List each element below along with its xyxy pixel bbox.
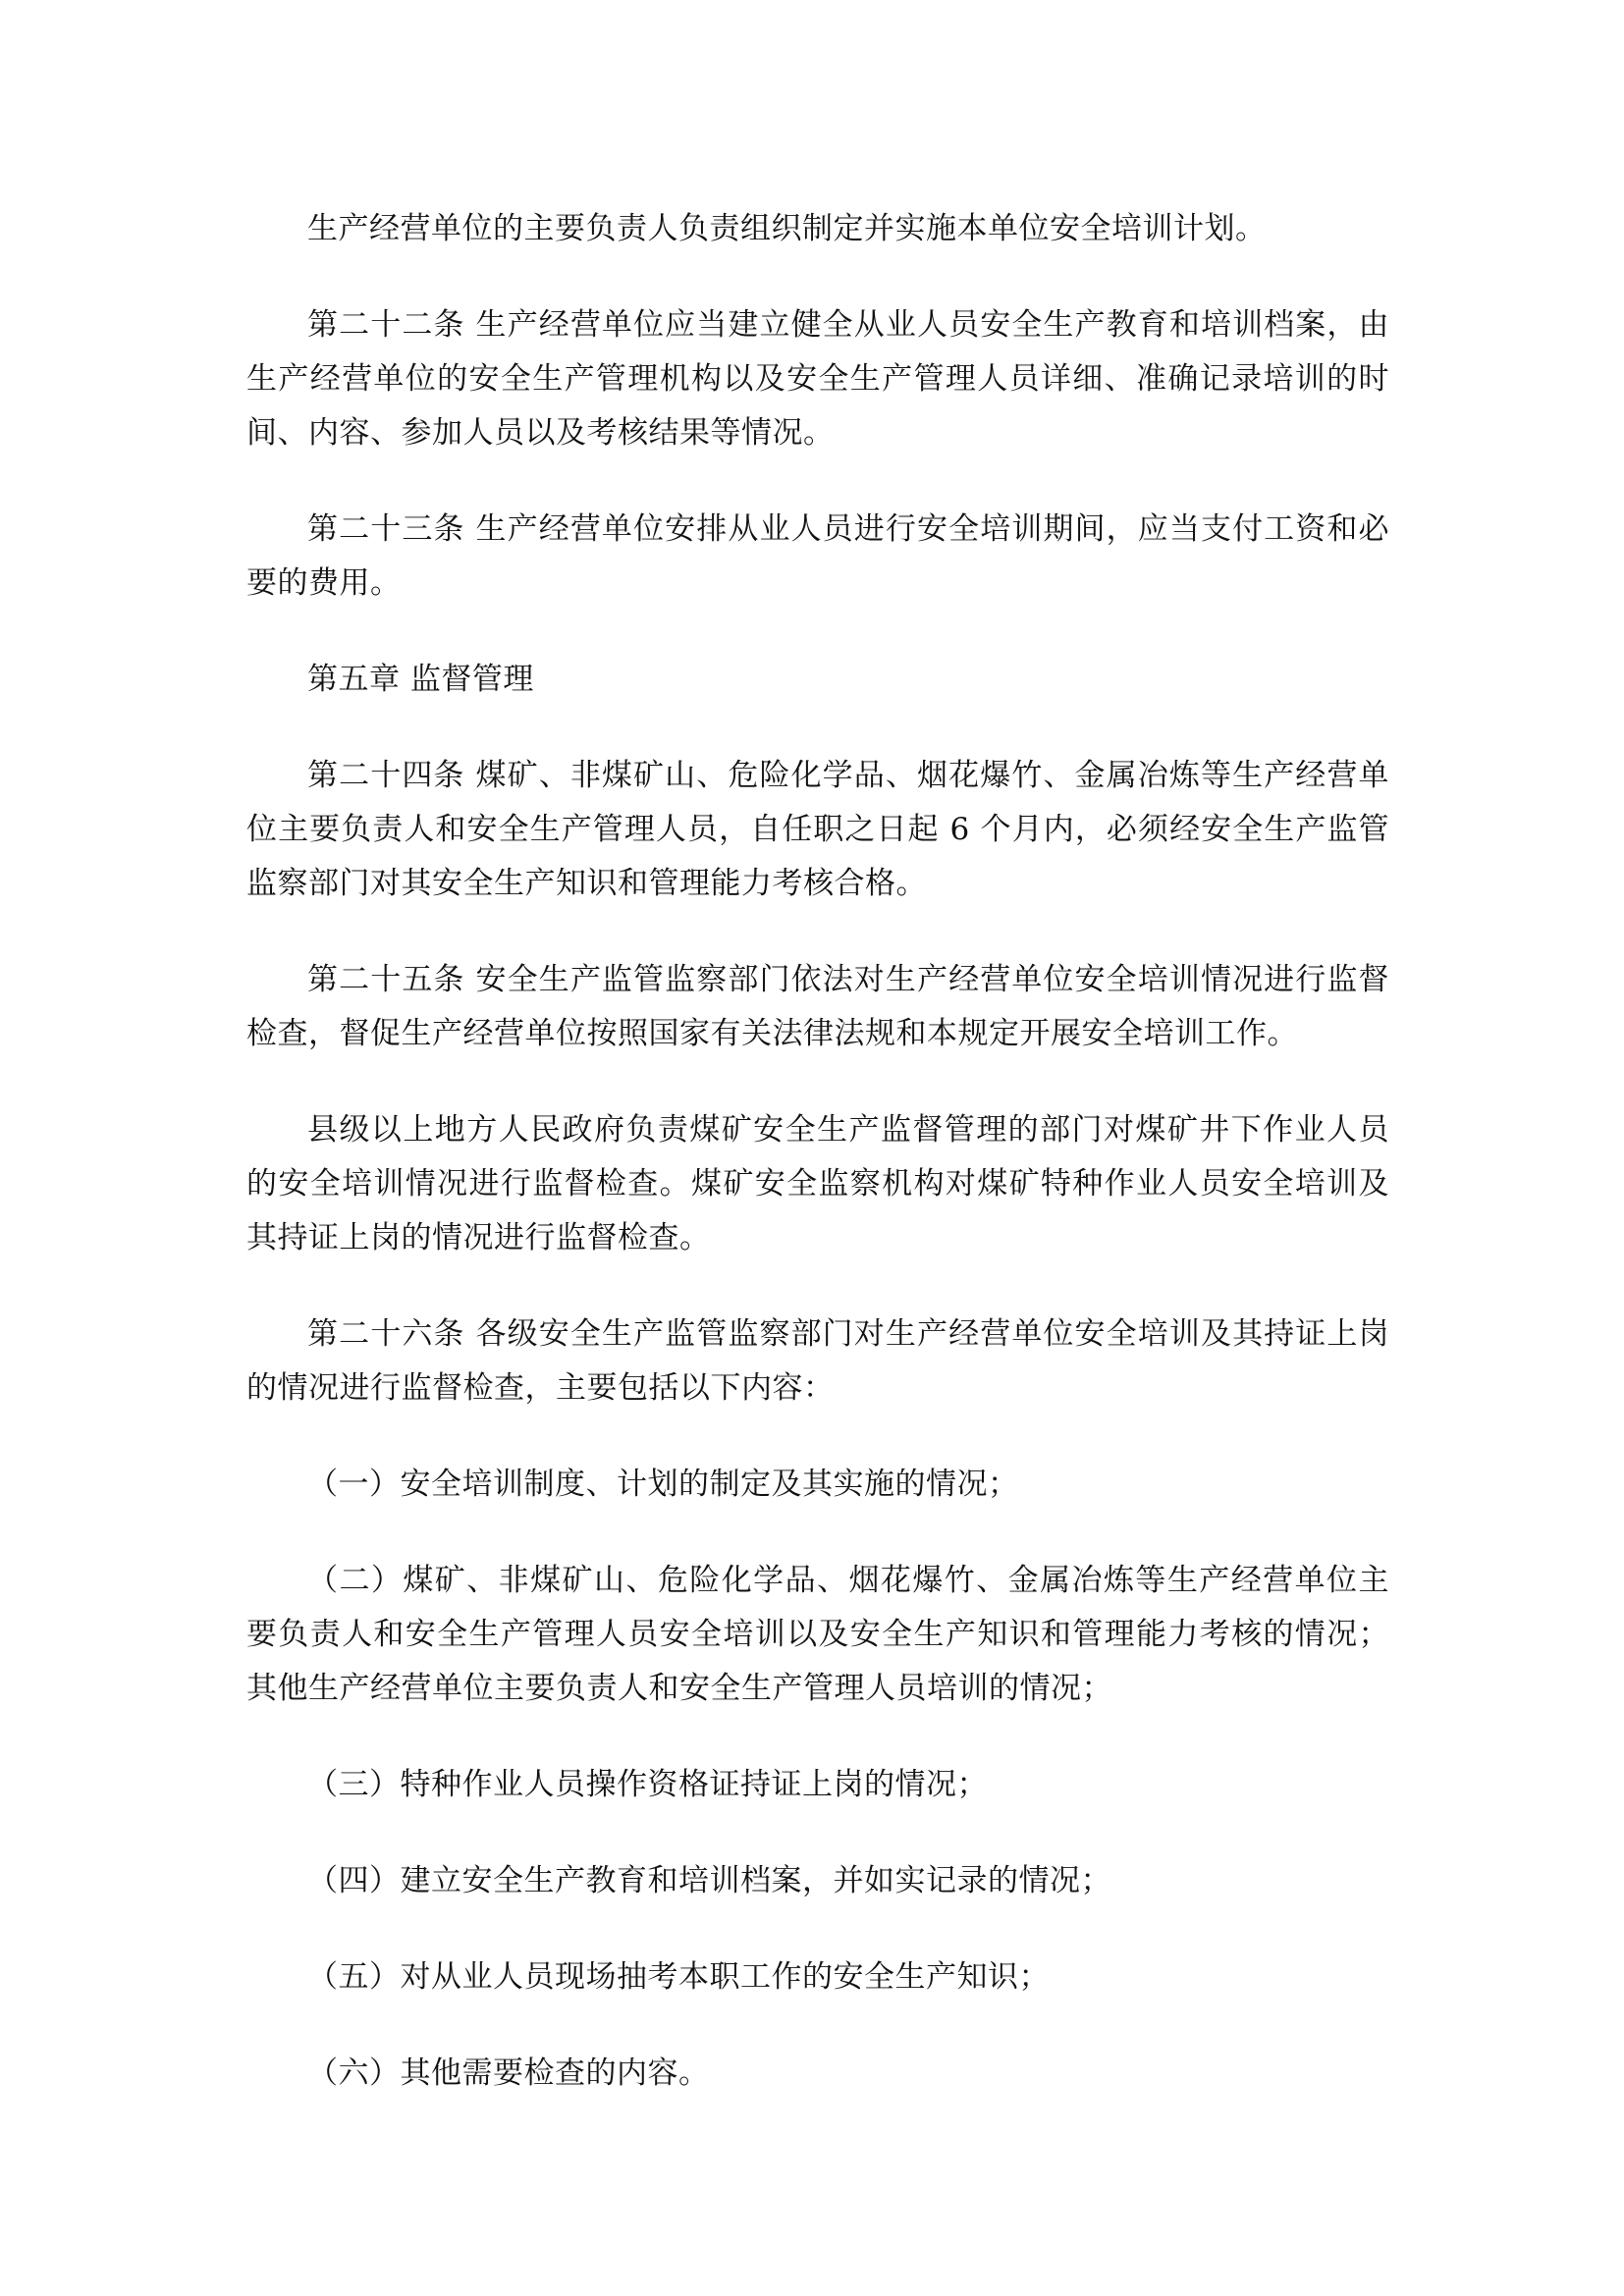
list-item-3: （三）特种作业人员操作资格证持证上岗的情况； (307, 1767, 988, 1802)
paragraph-article-23: 第二十三条 生产经营单位安排从业人员进行安全培训期间，应当支付工资和必要的费用。 (246, 511, 1389, 601)
paragraph-article-26: 第二十六条 各级安全生产监管监察部门对生产经营单位安全培训及其持证上岗的情况进行监督检查，主要包括以下内容： (246, 1316, 1389, 1406)
list-item-4: （四）建立安全生产教育和培训档案，并如实记录的情况； (307, 1863, 1111, 1898)
list-item-5: （五）对从业人员现场抽考本职工作的安全生产知识； (307, 1959, 1050, 1995)
chapter-5-heading: 第五章 监督管理 (307, 662, 534, 697)
list-item-6: （六）其他需要检查的内容。 (307, 2056, 710, 2091)
paragraph-article-25: 第二十五条 安全生产监管监察部门依法对生产经营单位安全培训情况进行监督检查，督促生产经营单位按照国家有关法律法规和本规定开展安全培训工作。 (246, 962, 1389, 1051)
list-item-2: （二）煤矿、非煤矿山、危险化学品、烟花爆竹、金属冶炼等生产经营单位主要负责人和安全生产管理人员安全培训以及安全生产知识和管理能力考核的情况；其他生产经营单位主要负责人和安全生产管理人员培训的情况； (246, 1563, 1389, 1706)
document-body (246, 202, 1389, 2143)
list-item-1: （一）安全培训制度、计划的制定及其实施的情况； (307, 1467, 1019, 1502)
paragraph-article-22: 第二十二条 生产经营单位应当建立健全从业人员安全生产教育和培训档案，由生产经营单位的安全生产管理机构以及安全生产管理人员详细、准确记录培训的时间、内容、参加人员以及考核结果等情况。 (246, 307, 1389, 451)
paragraph-county-supervision: 县级以上地方人民政府负责煤矿安全生产监督管理的部门对煤矿井下作业人员的安全培训情况进行监督检查。煤矿安全监察机构对煤矿特种作业人员安全培训及其持证上岗的情况进行监督检查。 (246, 1112, 1389, 1255)
paragraph-article-24: 第二十四条 煤矿、非煤矿山、危险化学品、烟花爆竹、金属冶炼等生产经营单位主要负责人和安全生产管理人员，自任职之日起 6 个月内，必须经安全生产监管监察部门对其安全生产知识和管理能力考核合格。 (246, 758, 1389, 901)
paragraph-responsibility: 生产经营单位的主要负责人负责组织制定并实施本单位安全培训计划。 (307, 211, 1267, 246)
